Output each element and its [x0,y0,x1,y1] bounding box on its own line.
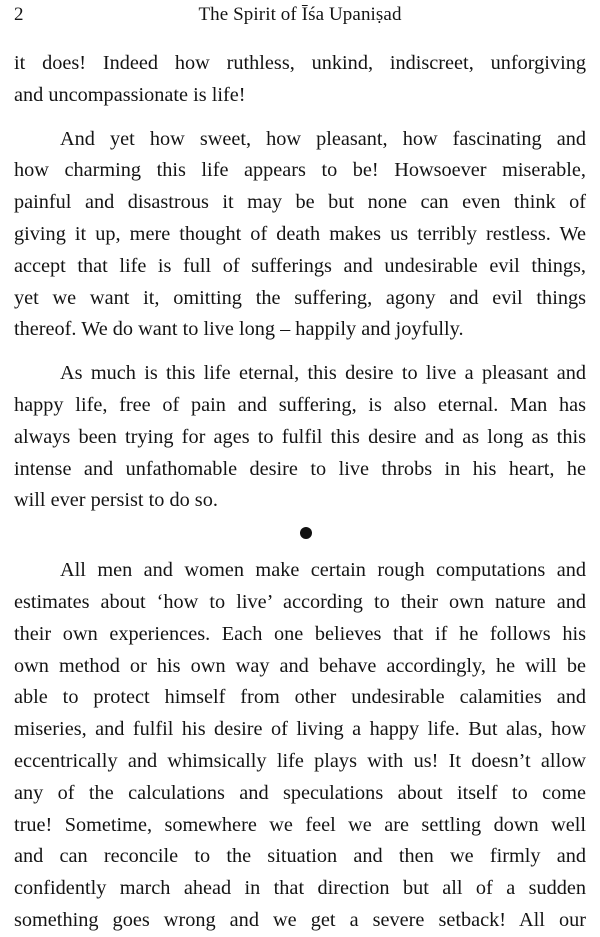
text-line: it does! Indeed how ruthless, unkind, indiscreet, unforgiving [14,52,586,74]
text-line: All men and women make certain rough computations and [60,559,586,582]
text-line: yet we want it, omitting the suffering, agony and evil things [14,286,586,309]
text-line: able to protect himself from other undesirable calamities and [14,686,586,709]
text-line: miseries, and fulfil his desire of living a happy life. But alas, how [14,718,586,741]
text-line: accept that life is full of sufferings and undesirable evil things, [14,254,586,277]
text-line: and can reconcile to the situation and then we firmly and [14,845,586,868]
paragraph [14,124,586,347]
text-line: own method or his own way and behave accordingly, he will be [14,654,586,677]
text-line: true! Sometime, somewhere we feel we are settling down well [14,813,586,836]
body-text [14,48,586,937]
text-line: happy life, free of pain and suffering, is also eternal. Man has [14,393,586,416]
paragraph [14,555,586,937]
paragraph [14,48,586,112]
text-line: painful and disastrous it may be but none can even think of [14,191,586,214]
text-line: any of the calculations and speculations about itself to come [14,781,586,804]
text-line: their own experiences. Each one believes that if he follows his [14,622,586,645]
text-line: how charming this life appears to be! Howsoever miserable, [14,159,586,182]
section-break [14,517,586,555]
text-line: thereof. We do want to live long – happily and joyfully. [14,318,464,341]
text-line: confidently march ahead in that direction but all of a sudden [14,877,587,900]
text-line: intense and unfathomable desire to live throbs in his heart, he [14,457,586,480]
text-line: will ever persist to do so. [14,489,218,512]
text-line: giving it up, mere thought of death makes us terribly restless. We [14,222,587,245]
text-line: and uncompassionate is life! [14,83,246,106]
paragraph [14,358,586,517]
text-line: something goes wrong and we get a severe setback! All our [14,908,587,931]
bullet-separator-icon [300,527,312,539]
text-line: eccentrically and whimsically life plays with us! It doesn’t allow [14,749,586,772]
page-header [14,4,586,34]
text-line: As much is this life eternal, this desire to live a pleasant and [60,362,586,385]
page-number: 2 [14,4,24,25]
text-line: And yet how sweet, how pleasant, how fascinating and [60,127,586,150]
text-line: estimates about ‘how to live’ according to their own nature and [14,590,587,613]
running-title: The Spirit of Īśa Upaniṣad [198,4,402,25]
text-line: always been trying for ages to fulfil this desire and as long as this [14,425,586,448]
